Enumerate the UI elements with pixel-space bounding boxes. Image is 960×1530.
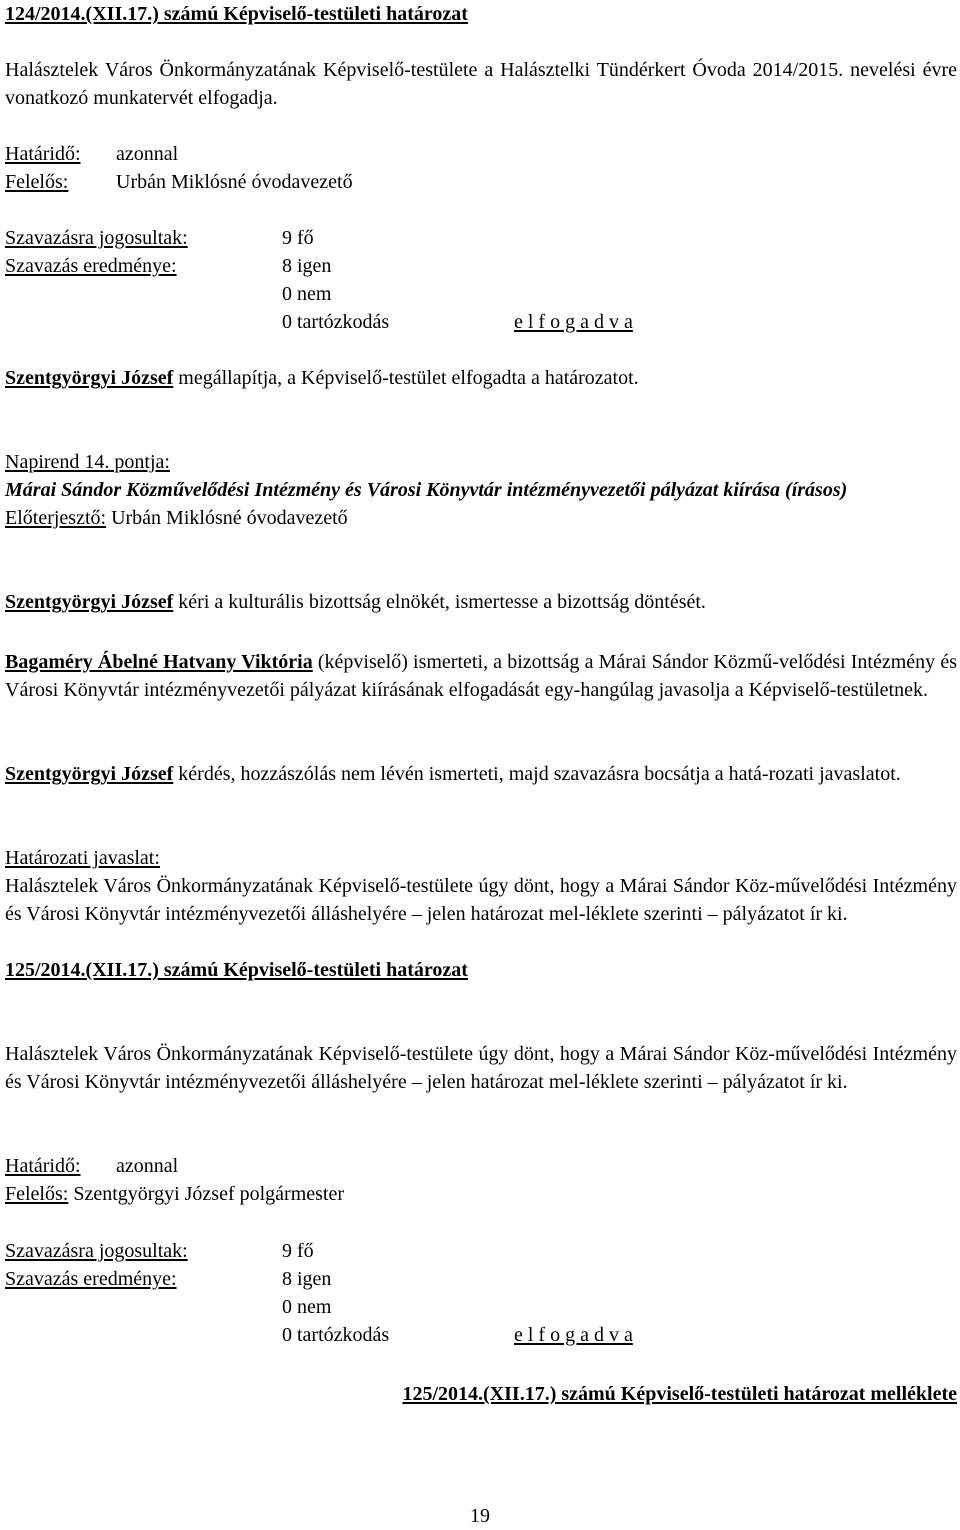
statement-3 [5,648,957,704]
voting-abstain: 0 tartózkodás [282,311,390,333]
statement-text: (képviselő) ismerteti, a bizottság a Márai Sándor Közmű-velődési Intézmény és Városi Könyvtár intézményvezetői pályázat kiírásának elfogadását egy-hangúlag javasolja a Képviselő-testületnek. [5,651,957,701]
statement-4 [5,760,957,788]
voting-abstain-row [5,308,957,336]
responsible-value: Szentgyörgyi József polgármester [68,1183,345,1205]
responsible-label: Felelős: [5,171,69,193]
resolution-124-title [5,0,957,28]
deadline-row [5,140,957,168]
speaker-name: Szentgyörgyi József [5,763,174,785]
voting-yes: 8 igen [282,255,332,277]
voting-result-row [5,1265,957,1293]
speaker-name: Bagaméry Ábelné Hatvany Viktória [5,651,313,673]
speaker-name: Szentgyörgyi József [5,591,174,613]
voting-eligible-label: Szavazásra jogosultak: [5,227,188,249]
voting-no: 0 nem [282,1296,332,1318]
voting-result-label: Szavazás eredménye: [5,1268,177,1290]
proposal-text: Halásztelek Város Önkormányzatának Képviselő-testülete úgy dönt, hogy a Márai Sándor Köz-művelődési Intézmény és Városi Könyvtár intézményvezetői álláshelyére – jelen határozat mel-léklete szerinti – pályázatot ír ki. [5,875,957,925]
voting-outcome: e l f o g a d v a [514,311,633,333]
speaker-name: Szentgyörgyi József [5,367,174,389]
statement-text: megállapítja, a Képviselő-testület elfogadta a határozatot. [173,367,639,389]
resolution-125-title [5,956,957,984]
voting-eligible-value: 9 fő [282,1240,314,1262]
agenda-block [5,448,957,532]
statement-text: kéri a kulturális bizottság elnökét, ismertesse a bizottság döntését. [173,591,706,613]
voting-yes: 8 igen [282,1268,332,1290]
resolution-125-meta [5,1152,957,1208]
responsible-row [5,168,957,196]
voting-eligible-row [5,1237,957,1265]
proposal-block [5,844,957,928]
resolution-title: 124/2014.(XII.17.) számú Képviselő-testületi határozat [5,3,468,25]
voting-no: 0 nem [282,283,332,305]
resolution-124-voting [5,224,957,336]
responsible-label: Felelős: [5,1183,69,1205]
resolution-title: 125/2014.(XII.17.) számú Képviselő-testületi határozat [5,959,468,981]
voting-eligible-value: 9 fő [282,227,314,249]
resolution-124-meta [5,140,957,196]
voting-abstain-row [5,1321,957,1349]
voting-result-label: Szavazás eredménye: [5,255,177,277]
voting-eligible-row [5,224,957,252]
presenter-label: Előterjesztő: [5,507,107,529]
voting-no-row [5,1293,957,1321]
deadline-row [5,1152,957,1180]
responsible-row [5,1180,957,1208]
voting-no-row [5,280,957,308]
presenter-value: Urbán Miklósné óvodavezető [106,507,348,529]
voting-result-row [5,252,957,280]
voting-abstain: 0 tartózkodás [282,1324,390,1346]
annex-title: 125/2014.(XII.17.) számú Képviselő-testületi határozat melléklete [402,1383,957,1405]
resolution-body: Halásztelek Város Önkormányzatának Képviselő-testülete a Halásztelki Tündérkert Óvoda 2014/2015. nevelési évre vonatkozó munkatervét elfogadja. [5,59,957,109]
deadline-label: Határidő: [5,143,81,165]
resolution-body: Halásztelek Város Önkormányzatának Képviselő-testülete úgy dönt, hogy a Márai Sándor Köz-művelődési Intézmény és Városi Könyvtár intézményvezetői álláshelyére – jelen határozat mel-léklete szerinti – pályázatot ír ki. [5,1043,957,1093]
resolution-125-voting [5,1237,957,1349]
proposal-heading: Határozati javaslat: [5,847,160,869]
agenda-topic: Márai Sándor Közművelődési Intézmény és Városi Könyvtár intézményvezetői pályázat kiírása (írásos) [5,479,848,501]
page-number: 19 [470,1505,490,1527]
responsible-value: Urbán Miklósné óvodavezető [116,171,353,193]
deadline-value: azonnal [116,1155,179,1177]
deadline-value: azonnal [116,143,179,165]
voting-eligible-label: Szavazásra jogosultak: [5,1240,188,1262]
statement-text: kérdés, hozzászólás nem lévén ismerteti, majd szavazásra bocsátja a hatá-rozati javaslatot. [173,763,901,785]
resolution-124-body-block [5,56,957,112]
agenda-heading: Napirend 14. pontja: [5,451,170,473]
statement-2 [5,588,957,616]
voting-outcome: e l f o g a d v a [514,1324,633,1346]
deadline-label: Határidő: [5,1155,81,1177]
resolution-125-body-block [5,1040,957,1096]
statement-1 [5,364,957,392]
